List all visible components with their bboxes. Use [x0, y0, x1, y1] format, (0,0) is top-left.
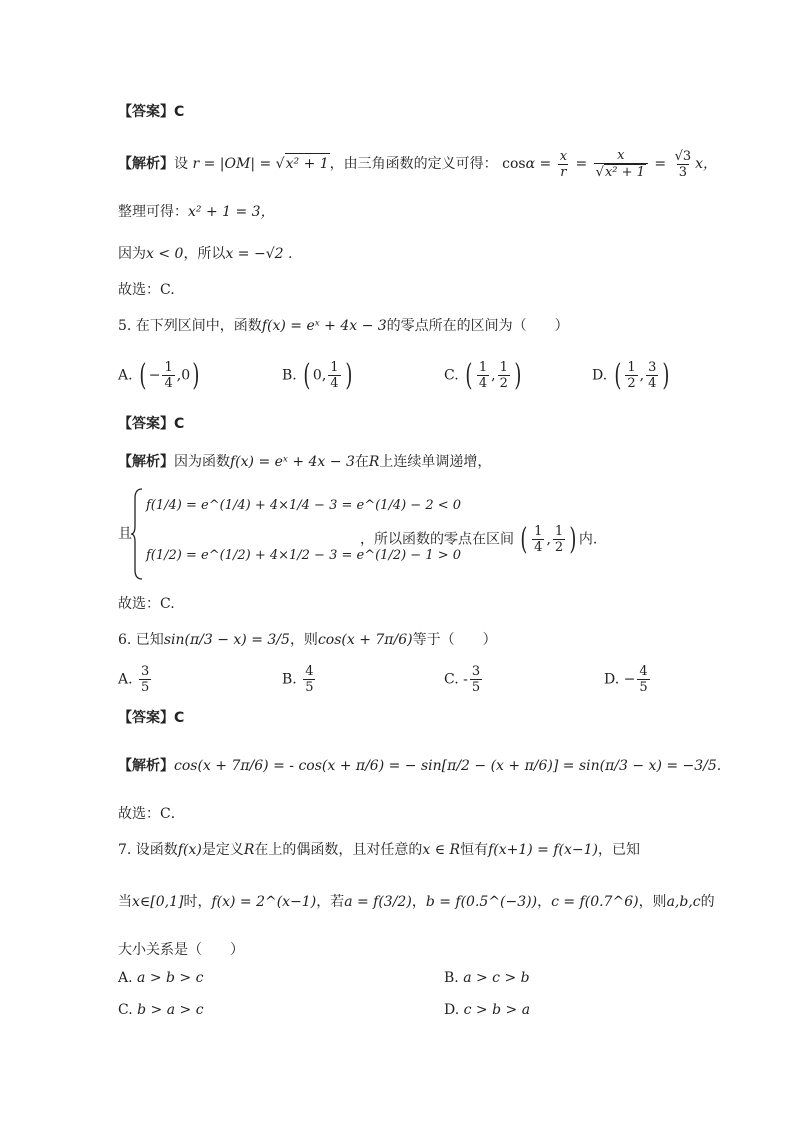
q7-option-c: C. b > a > c — [118, 1002, 204, 1018]
analysis-label: 【解析】 — [118, 156, 174, 172]
q6-option-d: D. − $\frac{4}{5}$ — [604, 664, 648, 695]
q5-system-line1: f(1/4) = e^(1/4) + 4×1/4 − 3 = e^(1/4) − 2 < 0 — [146, 498, 462, 513]
q4-choose-line: 故选：C. — [118, 282, 175, 298]
q6-answer-line: 【答案】C — [118, 710, 185, 726]
q7-stem-line2: 当x∈[0,1]时，f(x) = 2^(x−1)，若a = f(3/2)，b = f(0.5^(−3))，c = f(0.7^6)，则a,b,c的 — [118, 894, 715, 910]
q5-system-line2: f(1/2) = e^(1/2) + 4×1/2 − 3 = e^(1/2) − 1 > 0 — [146, 548, 462, 563]
q4-because-line: 因为x < 0，所以x = −√2 . — [118, 246, 293, 262]
q6-stem: 6. 已知sin(π/3 − x) = 3/5，则cos(x + 7π/6)等于（ ） — [118, 632, 497, 648]
q5-stem: 5. 在下列区间中，函数f(x) = eˣ + 4x − 3的零点所在的区间为（ ） — [118, 318, 569, 334]
q6-choose-line: 故选：C． — [118, 806, 185, 822]
q5-conclusion: ，所以函数的零点在区间 ( $\frac{1}{4}$ , $\frac{1}{2}$ ) 内. — [360, 521, 598, 557]
q5-answer-line: 【答案】C — [118, 416, 185, 432]
q5-option-d: D. ( $\frac{1}{2}$ , $\frac{3}{4}$ ) — [592, 357, 670, 393]
q5-option-c: C. ( $\frac{1}{4}$ , $\frac{1}{2}$ ) — [444, 357, 522, 393]
q4-analysis-line: 【解析】设 r = |OM| = √x² + 1，由三角函数的定义可得： cosα = $\frac{x}{r}$ = $\frac{x}{\text{√x² + 1}}$ = $\frac{√3}{3}$ x， — [118, 148, 718, 180]
q7-option-d: D. c > b > a — [444, 1002, 531, 1018]
q7-option-b: B. a > c > b — [444, 970, 530, 986]
answer-value: C — [174, 104, 185, 120]
q7-option-a: A. a > b > c — [118, 970, 204, 986]
q6-option-b: B. $\frac{4}{5}$ — [282, 664, 314, 695]
q5-option-b: B. ( 0, $\frac{1}{4}$ ) — [282, 357, 352, 393]
q5-analysis-line: 【解析】因为函数f(x) = eˣ + 4x − 3在R上连续单调递增， — [118, 454, 492, 470]
q4-organize-line: 整理可得：x² + 1 = 3， — [118, 204, 275, 220]
q5-option-a: A. ( − $\frac{1}{4}$ ,0) — [118, 357, 200, 393]
brace-icon — [130, 488, 144, 580]
q5-choose-line: 故选：C. — [118, 596, 175, 612]
q6-option-c: C. - $\frac{3}{5}$ — [444, 664, 481, 695]
q6-option-a: A. $\frac{3}{5}$ — [118, 664, 150, 695]
q6-analysis-line: 【解析】cos(x + 7π/6) = - cos(x + π/6) = − sin[π/2 − (x + π/6)] = sin(π/3 − x) = −3/5. — [118, 758, 722, 774]
answer-label: 【答案】 — [118, 104, 174, 120]
q4-answer-line — [118, 102, 184, 122]
q5-and-label: 且 — [118, 526, 132, 542]
q7-stem-line1: 7. 设函数f(x)是定义R在上的偶函数，且对任意的x ∈ R恒有f(x+1) = f(x−1)，已知 — [118, 842, 640, 858]
q7-stem-line3: 大小关系是（ ） — [118, 942, 244, 958]
